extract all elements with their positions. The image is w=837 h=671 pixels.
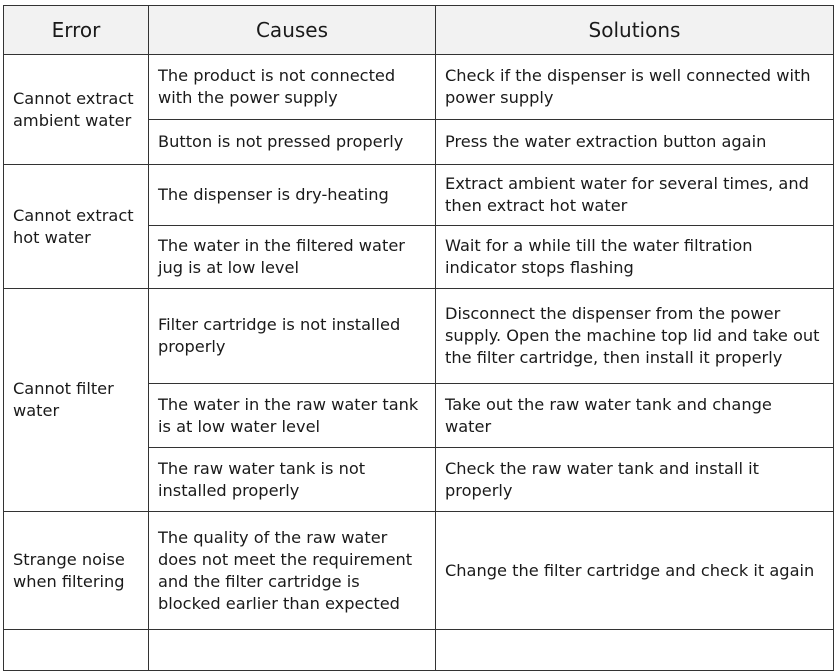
cause-text: Filter cartridge is not installed properly — [158, 315, 401, 356]
header-causes: Causes — [149, 6, 436, 55]
cause-cell — [149, 384, 436, 448]
error-cell — [4, 55, 149, 165]
cause-text: The product is not connected with the power supply — [158, 66, 396, 107]
table-row — [4, 289, 834, 384]
header-error: Error — [4, 6, 149, 55]
solution-cell — [436, 630, 834, 671]
error-cell — [4, 512, 149, 630]
solution-cell — [436, 226, 834, 289]
header-row — [4, 6, 834, 55]
cause-text: Button is not pressed properly — [158, 132, 404, 151]
table-row — [4, 165, 834, 226]
error-text: Strange noise when filtering — [13, 549, 125, 591]
solution-text: Check if the dispenser is well connected with power supply — [445, 66, 811, 107]
cause-cell — [149, 630, 436, 671]
cause-cell — [149, 512, 436, 630]
solution-cell — [436, 512, 834, 630]
cause-text: The water in the raw water tank is at low water level — [158, 394, 419, 436]
error-text: Cannot extract hot water — [13, 205, 134, 247]
cause-cell — [149, 226, 436, 289]
solution-cell — [436, 165, 834, 226]
error-cell — [4, 630, 149, 671]
error-cell — [4, 289, 149, 512]
cause-text: The dispenser is dry-heating — [158, 185, 389, 204]
error-cell — [4, 165, 149, 289]
header-solutions: Solutions — [436, 6, 834, 55]
cause-text: The quality of the raw water does not meet the requirement and the filter cartridge is blocked earlier than expected — [158, 527, 413, 613]
error-text: Cannot extract ambient water — [13, 88, 134, 130]
solution-text: Take out the raw water tank and change water — [445, 394, 772, 436]
error-text: Cannot filter water — [13, 379, 114, 420]
solution-text: Disconnect the dispenser from the power supply. Open the machine top lid and take out the filter cartridge, then install it properly — [445, 304, 820, 367]
table-row — [4, 512, 834, 630]
cause-cell — [149, 289, 436, 384]
cause-cell — [149, 448, 436, 512]
solution-text: Wait for a while till the water filtration indicator stops flashing — [445, 236, 753, 277]
solution-cell — [436, 448, 834, 512]
cause-cell — [149, 55, 436, 120]
solution-text: Check the raw water tank and install it properly — [445, 458, 759, 500]
table-row — [4, 630, 834, 671]
cause-cell — [149, 165, 436, 226]
table-row — [4, 55, 834, 120]
solution-text: Change the filter cartridge and check it again — [445, 560, 815, 580]
solution-cell — [436, 120, 834, 165]
cause-cell — [149, 120, 436, 165]
solution-text: Press the water extraction button again — [445, 132, 767, 151]
solution-cell — [436, 55, 834, 120]
solution-cell — [436, 384, 834, 448]
troubleshooting-table — [3, 5, 834, 671]
cause-text: The raw water tank is not installed properly — [158, 458, 366, 500]
cause-text: The water in the filtered water jug is at low level — [158, 236, 405, 277]
solution-text: Extract ambient water for several times, and then extract hot water — [445, 174, 809, 215]
solution-cell — [436, 289, 834, 384]
